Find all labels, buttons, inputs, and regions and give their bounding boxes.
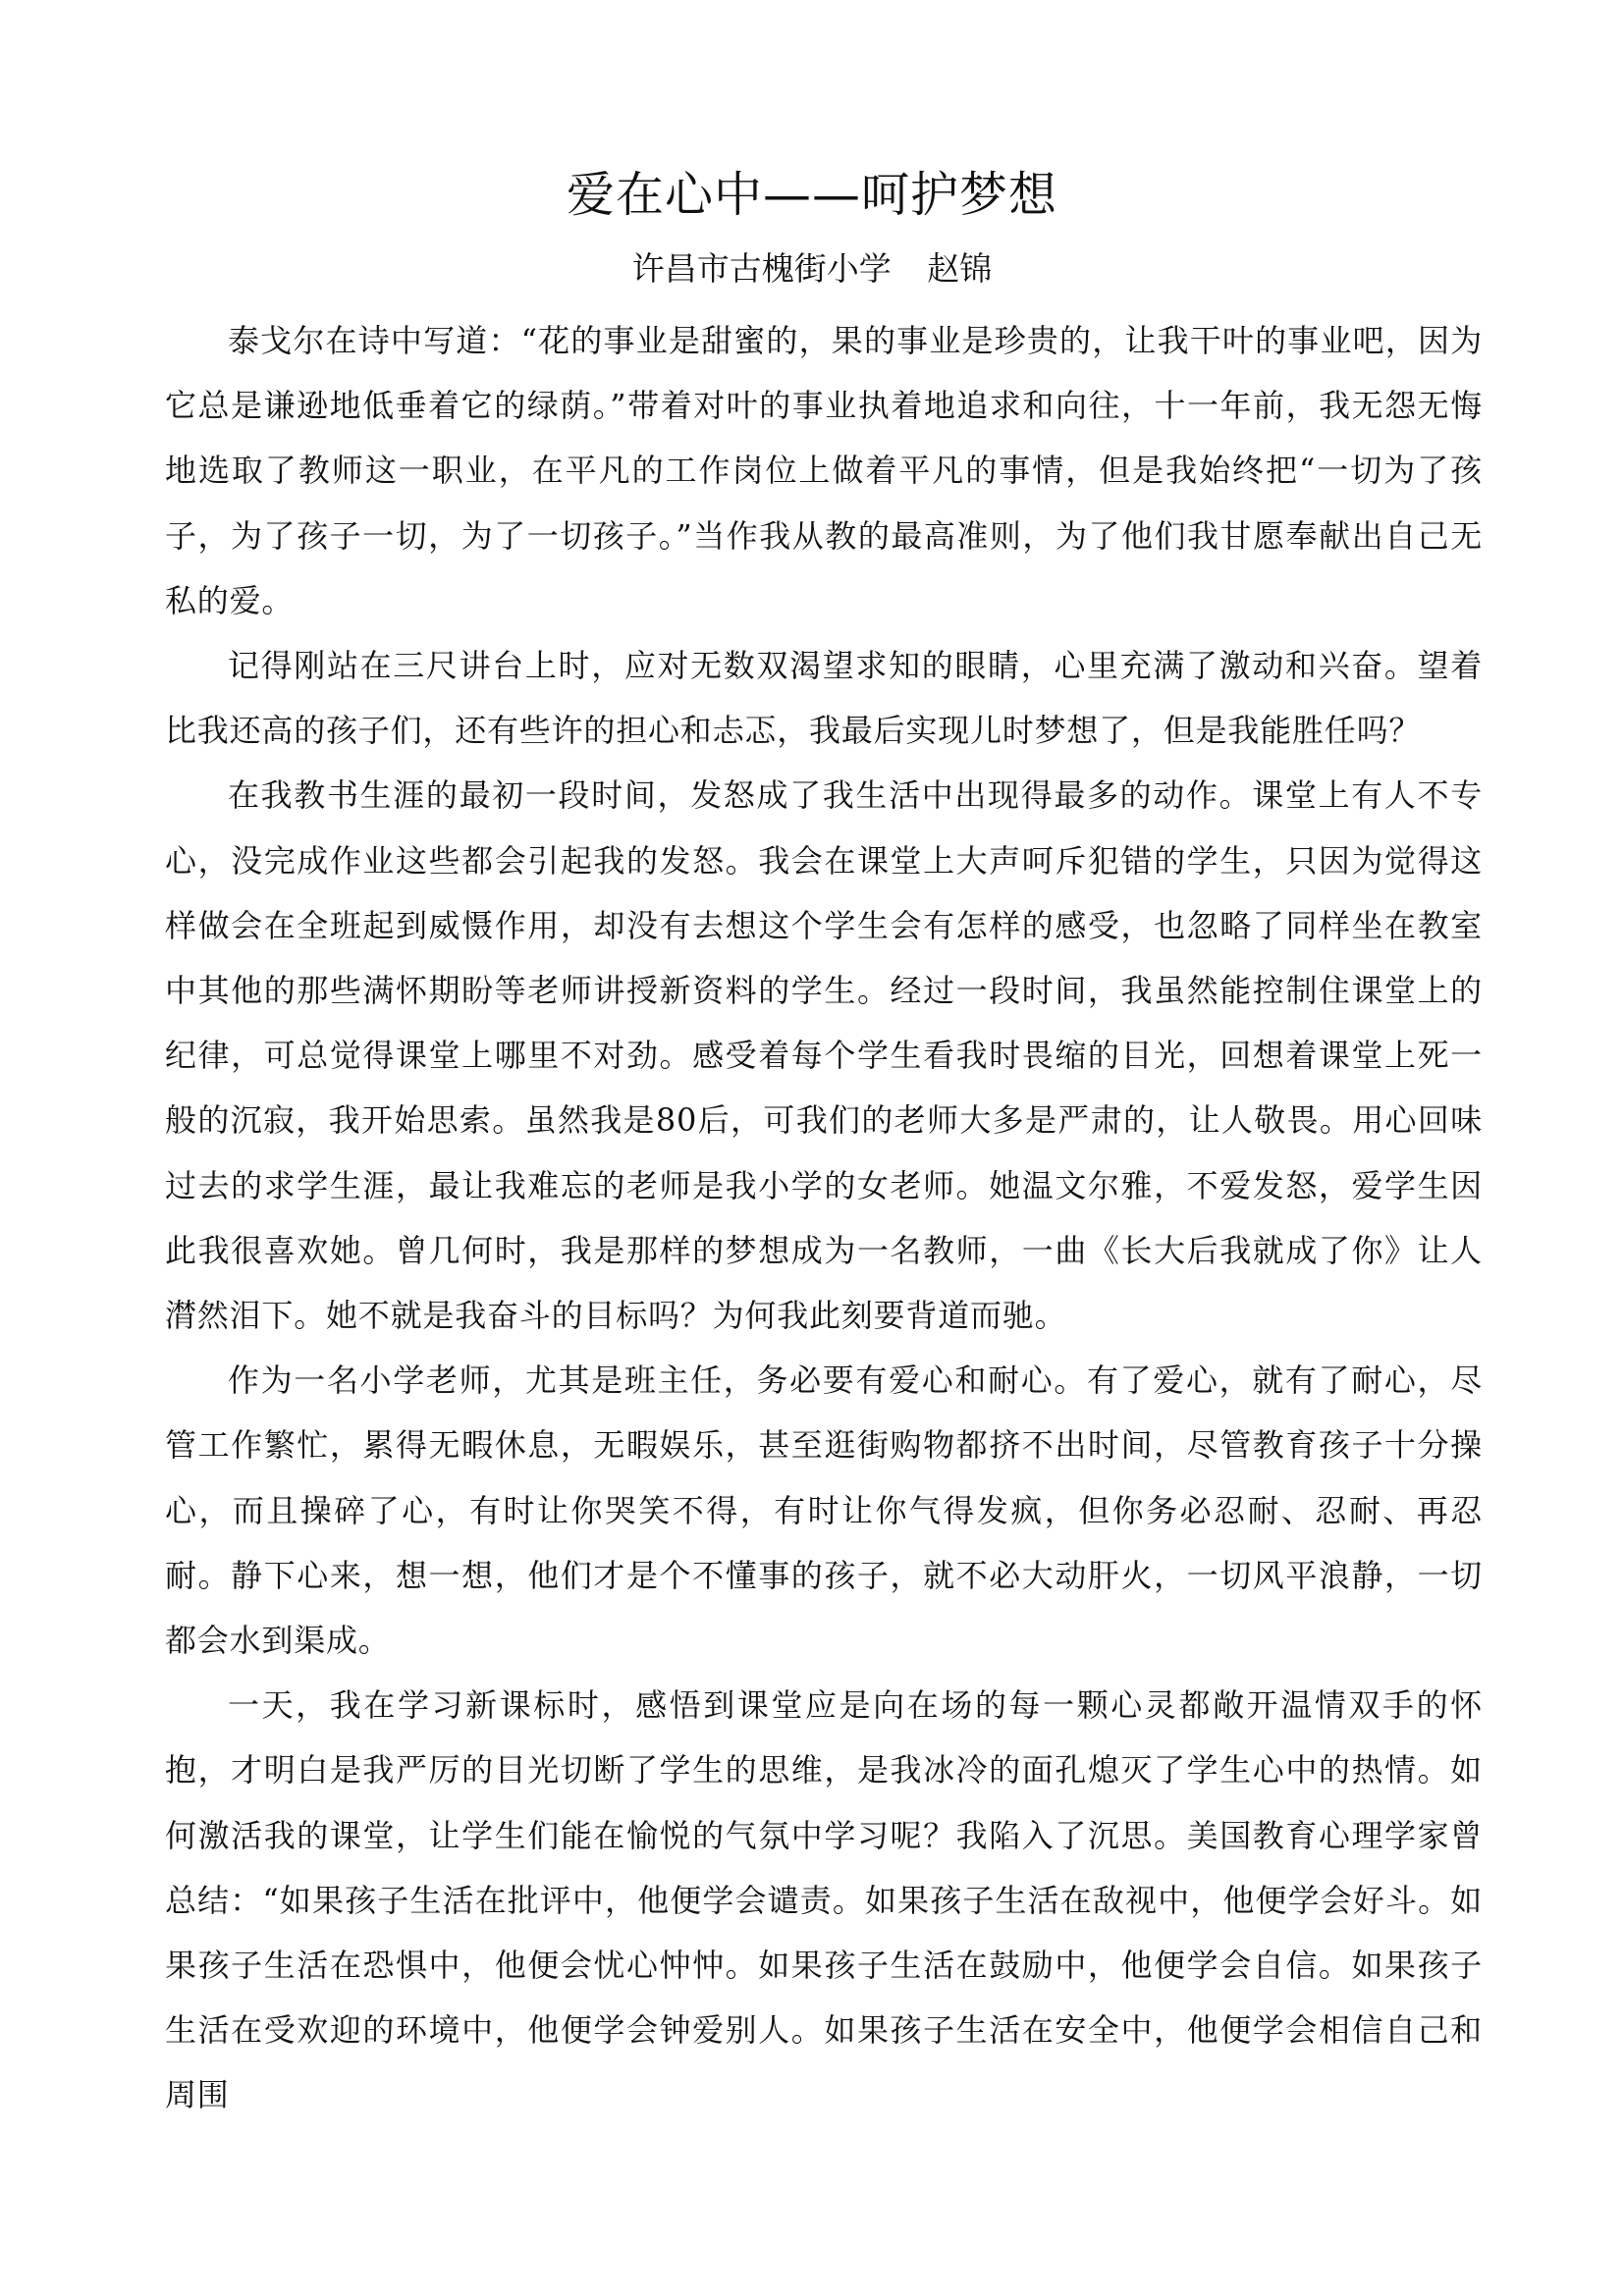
paragraph: 在我教书生涯的最初一段时间，发怒成了我生活中出现得最多的动作。课堂上有人不专心，没完成作业这些都会引起我的发怒。我会在课堂上大声呵斥犯错的学生，只因为觉得这样做会在全班起到威慑作用，却没有去想这个学生会有怎样的感受，也忽略了同样坐在教室中其他的那些满怀期盼等老师讲授新资料的学生。经过一段时间，我虽然能控制住课堂上的纪律，可总觉得课堂上哪里不对劲。感受着每个学生看我时畏缩的目光，回想着课堂上死一般的沉寂，我开始思索。虽然我是80后，可我们的老师大多是严肃的，让人敬畏。用心回味过去的求学生涯，最让我难忘的老师是我小学的女老师。她温文尔雅，不爱发怒，爱学生因此我很喜欢她。曾几何时，我是那样的梦想成为一名教师，一曲《长大后我就成了你》让人潸然泪下。她不就是我奋斗的目标吗？为何我此刻要背道而驰。 (165, 776, 1483, 1335)
document-body (165, 308, 1483, 2128)
paragraph: 作为一名小学老师，尤其是班主任，务必要有爱心和耐心。有了爱心，就有了耐心，尽管工作繁忙，累得无暇休息，无暇娱乐，甚至逛街购物都挤不出时间，尽管教育孩子十分操心，而且操碎了心，有时让你哭笑不得，有时让你气得发疯，但你务必忍耐、忍耐、再忍耐。静下心来，想一想，他们才是个不懂事的孩子，就不必大动肝火，一切风平浪静，一切都会水到渠成。 (165, 1362, 1483, 1660)
document-title: 爱在心中——呵护梦想 (566, 167, 1057, 223)
paragraph: 记得刚站在三尺讲台上时，应对无数双渴望求知的眼睛，心里充满了激动和兴奋。望着比我还高的孩子们，还有些许的担心和忐忑，我最后实现儿时梦想了，但是我能胜任吗？ (165, 647, 1483, 750)
paragraph: 一天，我在学习新课标时，感悟到课堂应是向在场的每一颗心灵都敞开温情双手的怀抱，才明白是我严厉的目光切断了学生的思维，是我冰冷的面孔熄灭了学生心中的热情。如何激活我的课堂，让学生们能在愉悦的气氛中学习呢？我陷入了沉思。美国教育心理学家曾总结：“如果孩子生活在批评中，他便学会谴责。如果孩子生活在敌视中，他便学会好斗。如果孩子生活在恐惧中，他便会忧心忡忡。如果孩子生活在鼓励中，他便学会自信。如果孩子生活在受欢迎的环境中，他便学会钟爱别人。如果孩子生活在安全中，他便学会相信自己和周围 (165, 1686, 1483, 2114)
paragraph: 泰戈尔在诗中写道：“花的事业是甜蜜的，果的事业是珍贵的，让我干叶的事业吧，因为它总是谦逊地低垂着它的绿荫。”带着对叶的事业执着地追求和向往，十一年前，我无怨无悔地选取了教师这一职业，在平凡的工作岗位上做着平凡的事情，但是我始终把“一切为了孩子，为了孩子一切，为了一切孩子。”当作我从教的最高准则，为了他们我甘愿奉献出自己无私的爱。 (165, 322, 1483, 619)
author-line: 许昌市古槐街小学 赵锦 (631, 249, 993, 288)
